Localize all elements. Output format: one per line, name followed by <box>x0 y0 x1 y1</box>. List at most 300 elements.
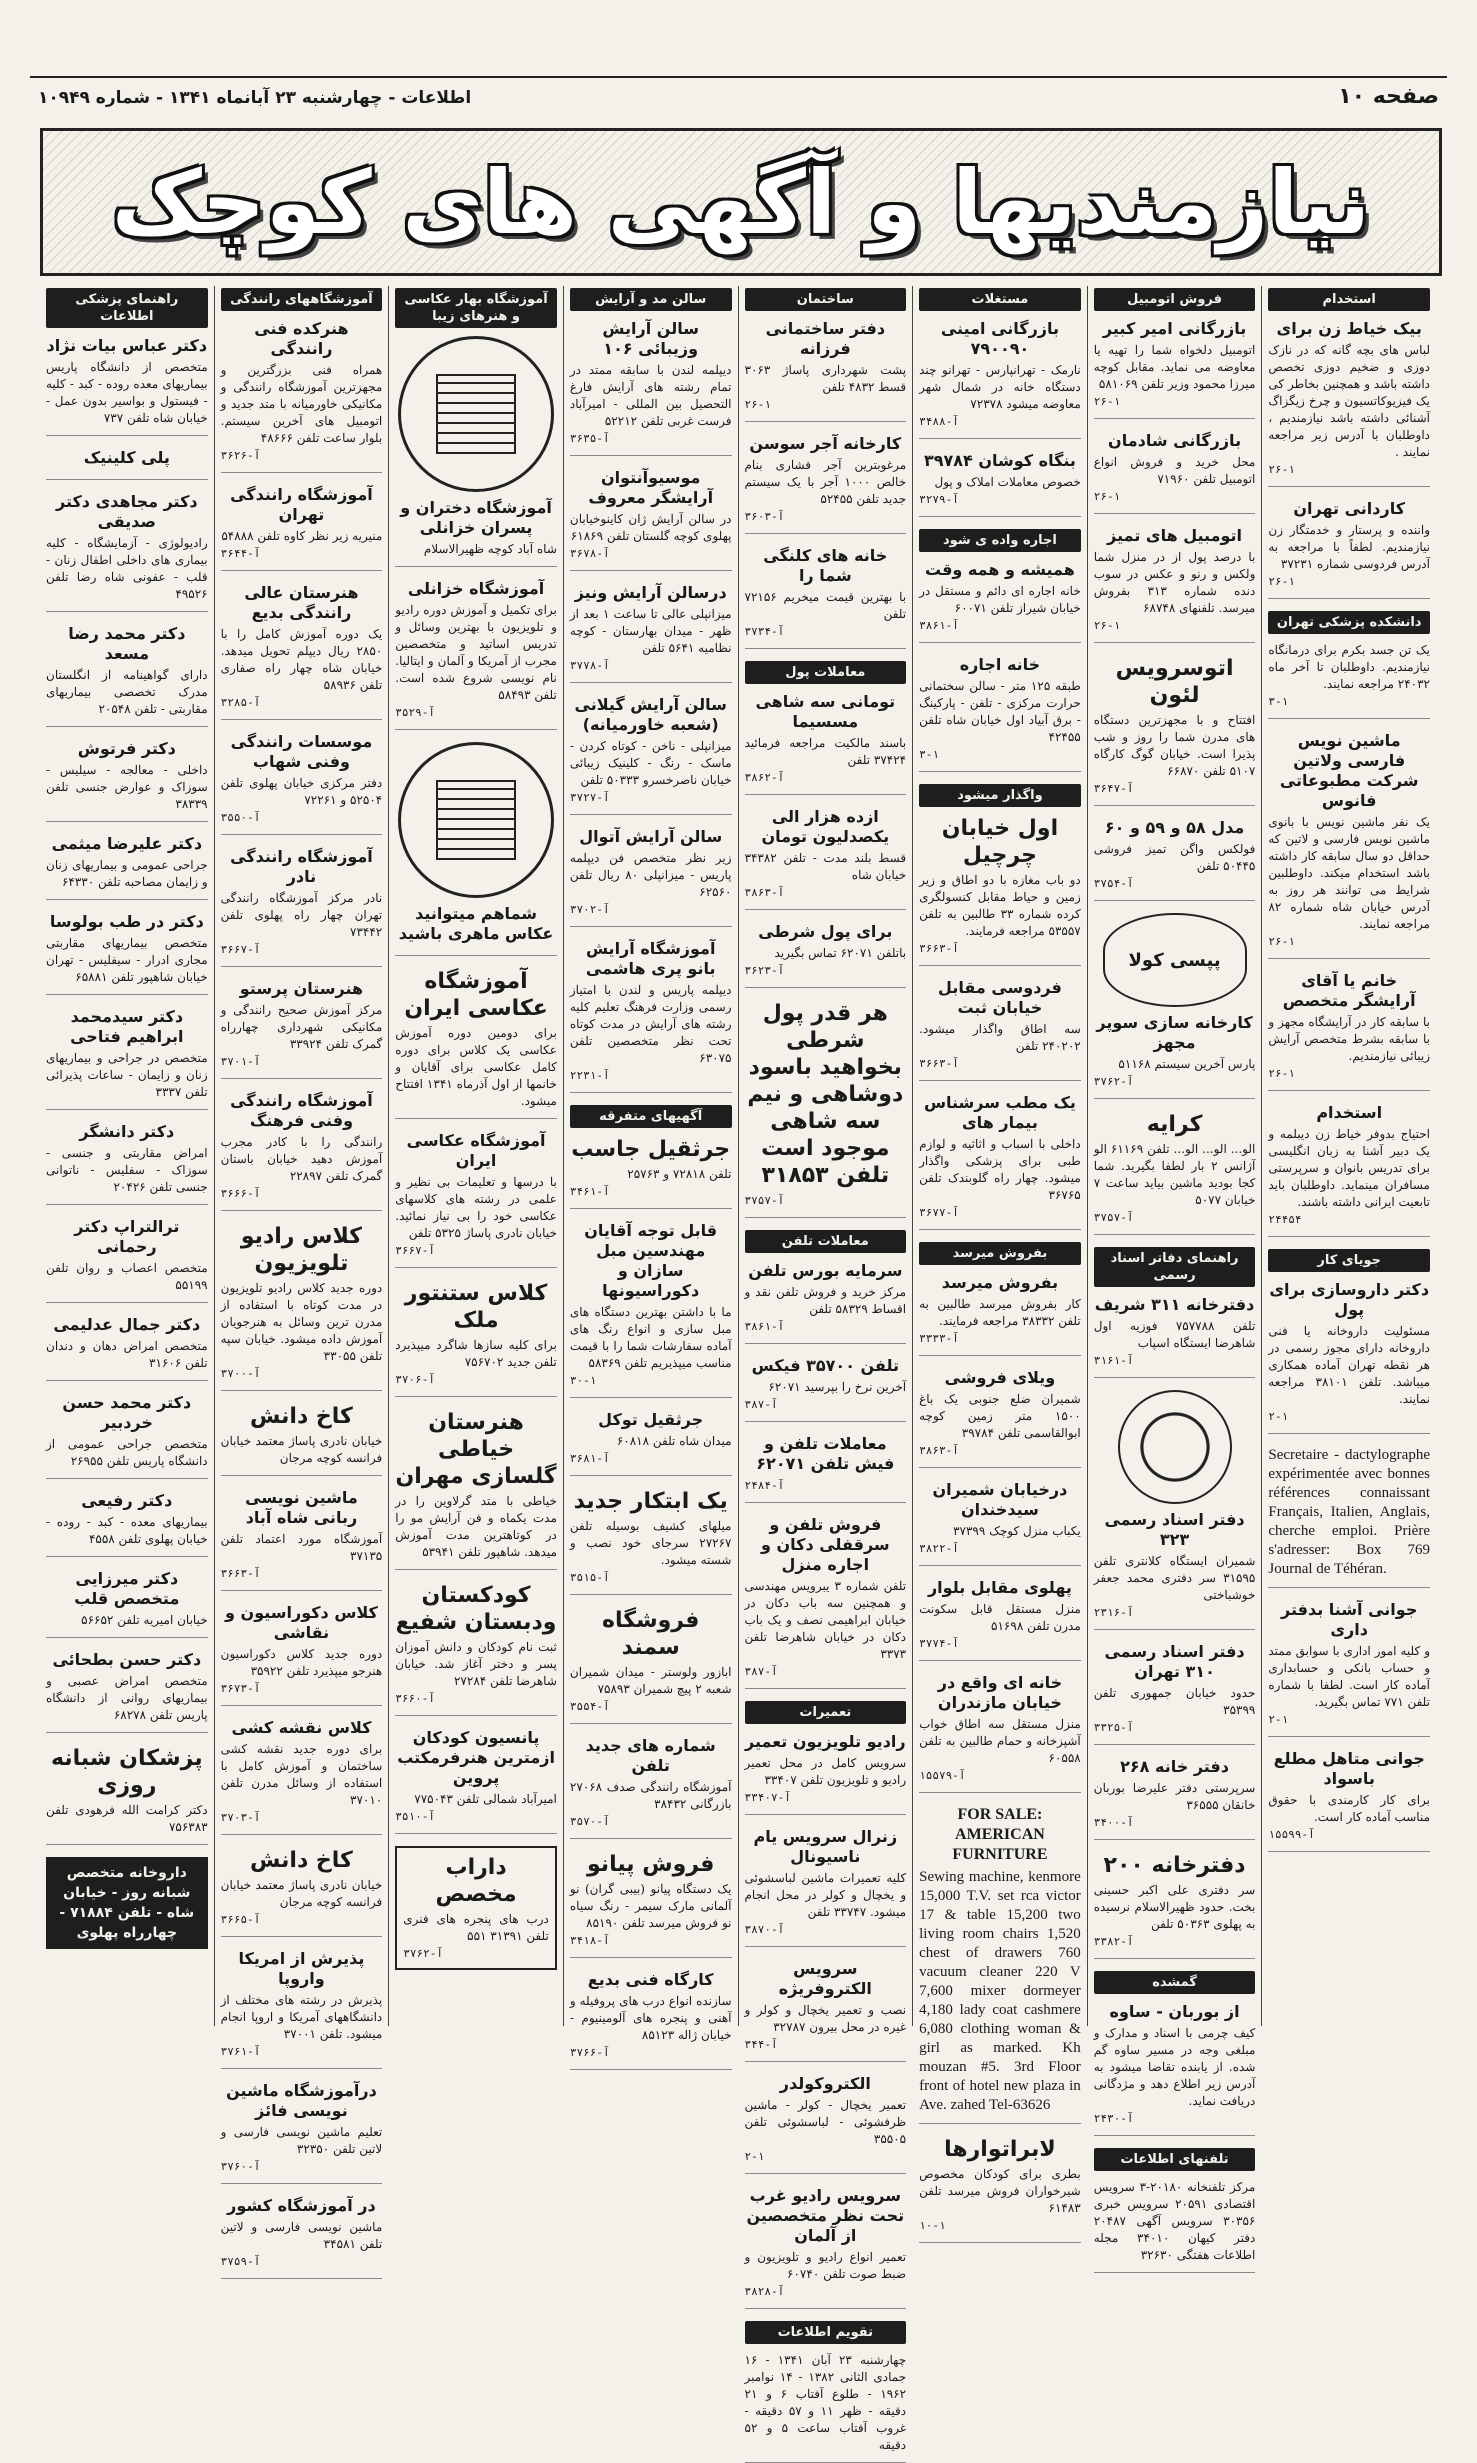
ad-title: جرثقیل توکل <box>598 1410 704 1429</box>
classified-ad <box>46 1393 208 1479</box>
ad-reference: ۳۸۷-آ <box>744 1398 778 1411</box>
ad-title: دکتر محمد حسن خردبیر <box>62 1393 192 1432</box>
ad-body: تلفن ۷۵۷۷۸۸ فوزیه اول شاهرضا ایستگاه اسپاب <box>1093 1319 1256 1350</box>
ad-title: درخیابان شمیران سیدخندان <box>932 1480 1068 1519</box>
ad-title: اول خیابان چرچیل <box>941 816 1059 868</box>
ad-reference: ۳۳۴۰۷-آ <box>744 1791 791 1804</box>
ad-body: سه اطاق واگذار میشود. ۲۴۰۲۰۲ تلفن <box>919 1022 1081 1053</box>
classified-ad <box>570 319 732 456</box>
ad-column <box>388 286 563 2026</box>
ad-reference: ۳۶۲۳-آ <box>744 964 785 977</box>
ad-reference: ۳۲۷۹-آ <box>919 493 959 506</box>
ad-reference: ۳۷۰۱-آ <box>220 1055 261 1068</box>
classified-ad <box>919 1805 1081 2124</box>
classified-ad <box>46 834 208 900</box>
ad-body: منزل مستقل سه اطاق خواب آشپزخانه و حمام طالبین به تلفن ۶۰۵۵۸ <box>919 1717 1081 1765</box>
section-heading: جویای کار <box>1268 1249 1430 1272</box>
ad-reference: ۳۸۶۱-آ <box>744 1320 785 1333</box>
classified-ad <box>221 732 383 835</box>
ad-reference: ۳۷۷۸-آ <box>569 659 610 672</box>
ad-body: منیریه زیر نظر کاوه تلفن ۵۴۸۸۸ <box>221 529 383 543</box>
ad-title: فردوسی مقابل خیابان ثبت <box>938 978 1062 1017</box>
classified-ad <box>1268 1446 1430 1588</box>
ad-reference: ۳۷۰۳-آ <box>220 1811 261 1824</box>
ad-title: دکتر دانشگر <box>79 1122 175 1141</box>
classified-ad <box>395 1131 557 1268</box>
ad-title: جوانی آشنا بدفتر داری <box>1281 1600 1418 1639</box>
ad-body: شاه آباد کوچه ظهیرالاسلام <box>423 542 557 556</box>
ad-body: و کلیه امور اداری با سوابق ممتد و حساب بانکی و حسابداری آماده کار است. لطفا با شماره تلفن ۷۷۱ تماس بگیرید. <box>1268 1644 1430 1709</box>
ad-title: ماشین نویسی ربانی شاه آباد <box>245 1488 358 1527</box>
ad-title: آموزشگاه عکاسی ایران <box>406 1131 546 1170</box>
ad-title: موسسات رانندگی وفنی شهاب <box>230 732 373 771</box>
ad-title: خانه های کلنگی شما را <box>763 546 888 585</box>
classified-ad <box>395 498 557 567</box>
classified-ad <box>1094 2002 1256 2136</box>
ad-body: افتتاح و با مجهزترین دستگاه های مدرن شما را روز و شب پذیرا است. خیابان گوگ کارگاه ۵۱۰۷ تلفن ۶۶۸۷۰ <box>1093 713 1256 778</box>
ad-title: الکتروکولدر <box>779 2074 871 2093</box>
ad-reference: ۳۱۶۱-آ <box>1093 1354 1134 1367</box>
classified-ad <box>1094 319 1256 419</box>
ad-reference: ۳۵۱۵-آ <box>569 1571 610 1584</box>
ad-reference: ۳۷۷۴-آ <box>919 1637 959 1650</box>
ad-body: مرکز تلفنخانه ۲۰۱۸۰-۳ سرویس اقتصادی ۲۰۵۹۱ سرویس خبری ۳۰۳۵۶ سرویس آگهی ۲۰۴۸۷ دفتر کیهان ۳۴۰۱۰ مجله اطلاعات هفتگی ۳۲۶۳۰ <box>1093 2180 1256 2262</box>
classified-ad <box>745 1732 907 1815</box>
ad-body: دوره جدید کلاس دکوراسیون هنرجو میپذیرد تلفن ۳۵۹۲۲ <box>220 1647 383 1678</box>
classified-ad <box>745 434 907 534</box>
classified-ad <box>919 2136 1081 2243</box>
ad-title: پلی کلینیک <box>83 448 170 467</box>
ad-title: آموزشگاه دختران و پسران خزانلی <box>400 498 552 537</box>
ad-body: کلیه تعمیرات ماشین لباسشوئی و یخچال و کولر در محل انجام میشود. ۳۳۷۴۷ تلفن <box>744 1871 907 1919</box>
ad-body: با درسها و تعلیمات بی نظیر و علمی در رشته های کلاسهای عکاسی خود را بی نیاز نمائید. خیابان نادری پاساژ ۵۳۲۵ تلفن <box>395 1175 557 1240</box>
ad-reference: ۳۶۶۳-آ <box>220 1567 261 1580</box>
ad-body: متخصص امراض دهان و دندان تلفن ۳۱۶۰۶ <box>46 1339 208 1370</box>
classified-ad <box>1268 1600 1430 1737</box>
classified-ad <box>395 968 557 1119</box>
classified-ad <box>570 1851 732 1958</box>
ad-body: سازنده انواع درب های پروفیله و آهنی و پنجره های آلومینیوم - خیابان ژاله ۸۵۱۲۳ <box>569 1994 732 2042</box>
ad-body: کیف چرمی با اسناد و مدارک و مبلغی وجه در مسیر ساوه گم شده. از یابنده تقاضا میشود به آدرس زیر اطلاع دهد و مژدگانی دریافت نماید. <box>1093 2026 1256 2108</box>
ad-body: امراض مقاربتی و جنسی - سوزاک - سفلیس - ناتوانی جنسی تلفن ۲۰۴۲۶ <box>46 1146 208 1194</box>
ad-body: متخصص امراض عصبی و بیماریهای روانی از دانشگاه پاریس تلفن ۶۸۲۷۸ <box>46 1674 208 1722</box>
newspaper-page <box>30 18 1447 2452</box>
ad-reference: ۳۷۶۲-آ <box>1093 1075 1134 1088</box>
classified-ad <box>1268 1749 1430 1852</box>
ad-title: جوانی متاهل مطلع باسواد <box>1273 1749 1425 1788</box>
ad-reference: ۱۵۵۹۹-آ <box>1268 1828 1315 1841</box>
ad-columns <box>40 286 1436 2452</box>
ad-title: کاخ دانش <box>250 1848 353 1873</box>
ad-body: Sewing machine, kenmore 15,000 T.V. set rca victor 17 & table 15,200 two living room chairs 1,520 chest of drawers 760 vacuum cleaner 220 V 7,600 mixer dormeyer 4,180 lady coat cashmere 6,080 clothing woman & girl as marked. Kh mouzan #5. 3rd Floor front of hotel new plaza in Ave. zahed Tel-63626 <box>919 1869 1081 2113</box>
ad-body: میزانپلی - ناخن - کوتاه کردن - ماسک - رنگ - کلینیک زیبائی خیابان ناصرخسرو ۵۰۳۳۳ تلفن <box>569 739 732 787</box>
classified-ad <box>1268 642 1430 719</box>
ad-body: سر دفتری علی اکبر حسینی بخت. حدود ظهیرالاسلام نرسیده به پهلوی ۵۰۳۶۳ تلفن <box>1093 1883 1256 1931</box>
ad-title: کاردانی تهران <box>1293 499 1406 518</box>
classified-ad <box>1094 1111 1256 1235</box>
ad-reference: ۲۴۳۰-آ <box>1093 2112 1134 2125</box>
ad-reference: ۳۶۶۷-آ <box>220 943 261 956</box>
ad-title: پهلوی مقابل بلوار <box>927 1578 1072 1597</box>
ad-body: دفتر مرکزی خیابان پهلوی تلفن ۵۲۵۰۴ و ۷۲۲۶۱ <box>220 776 383 807</box>
ad-body: داخلی با اسباب و اثاثیه و لوازم طبی برای پزشکی واگذار میشود. چهار راه گلوبندک تلفن ۳۶۷۶۵ <box>919 1137 1081 1202</box>
ad-body: خیابان نادری پاساژ معتمد خیابان فرانسه کوچه مرجان <box>220 1878 383 1909</box>
section-heading: تلفنهای اطلاعات <box>1094 2148 1256 2171</box>
pharmacy-notice: داروخانه متخصص شبانه روز - خیابان شاه - تلفن ۷۱۸۸۴ - چهارراه پهلوی <box>46 1857 208 1949</box>
section-heading: تعمیرات <box>745 1701 907 1724</box>
classified-ad <box>570 939 732 1093</box>
ad-title: دکتر در طب بولوسا <box>49 912 204 931</box>
ad-title: هنرستان خیاطی گلسازی مهران <box>395 1410 557 1489</box>
ad-title: ازده هزار الی یکصدلیون تومان <box>761 807 890 846</box>
ad-reference: ۳۶۶۳-آ <box>919 942 959 955</box>
classified-ad <box>221 979 383 1079</box>
classified-ad <box>221 2081 383 2184</box>
ad-column <box>1087 286 1262 2262</box>
ad-title: کلاس ستنتور ملک <box>404 1281 548 1333</box>
ad-body: رادیولوژی - آزمایشگاه - کلیه بیماری های داخلی اطفال زنان - قلب - عفونی شاه رضا تلفن ۴۹۵۲۶ <box>46 536 208 601</box>
issue-info: اطلاعات - چهارشنبه ۲۳ آبانماه ۱۳۴۱ - شماره ۱۰۹۴۹ <box>38 88 472 108</box>
ad-title: بنگاه کوشان ۳۹۷۸۴ <box>923 451 1076 470</box>
section-heading: تقویم اطلاعات <box>745 2321 907 2344</box>
ad-reference: ۲۶-۱ <box>1093 395 1121 408</box>
classified-ad <box>46 1491 208 1557</box>
ad-reference: ۲۲۳۱-آ <box>569 1069 610 1082</box>
ad-title: کارخانه سازی سوپر مجهز <box>1096 1013 1253 1052</box>
classified-ad <box>46 492 208 612</box>
ad-body: شمیران ایستگاه کلانتری تلفن ۳۱۵۹۵ سر دفتری محمد جعفر خوشباختی <box>1093 1554 1256 1602</box>
ad-title: اتوسرویس لئون <box>1115 656 1234 708</box>
classified-ad <box>919 1673 1081 1793</box>
classified-ad <box>570 1970 732 2070</box>
ad-body: بیماریهای معده - کبد - روده - خیابان پهلوی تلفن ۴۵۵۸ <box>46 1515 208 1546</box>
ad-title: هنرستان عالی رانندگی بدیع <box>244 583 359 622</box>
classified-ad <box>570 1736 732 1839</box>
ad-title: سالن آرایش گیلانی (شعبه خاورمیانه) <box>574 695 727 734</box>
ad-body: آخرین نرخ را بپرسید ۶۲۰۷۱ <box>768 1380 907 1394</box>
ad-title: معاملات تلفن و فیش تلفن ۶۲۰۷۱ <box>756 1434 895 1473</box>
ad-body: باسند مالکیت مراجعه فرمائید ۳۷۴۲۴ تلفن <box>744 736 907 767</box>
ad-body: تعمیر انواع رادیو و تلویزیون و ضبط صوت تلفن ۶۰۷۴۰ <box>744 2250 907 2281</box>
ad-reference: ۳۷۶۲-آ <box>403 1947 443 1960</box>
ad-title: سالن آرایش آتوال <box>579 827 723 846</box>
classified-ad <box>221 2196 383 2279</box>
ad-body: احتیاج بدوفر خیاط زن دیبلمه و یک دبیر آشنا به زبان انگلیسی برای تدریس بانوان و سرپرستی مسافران مینماید. داوطلبان باید تابعیت ایرانی داشته باشند. <box>1268 1127 1430 1209</box>
ad-body: همراه فنی بزرگترین و مجهزترین آموزشگاه رانندگی و مکانیکی خاورمیانه با متد جدید و اتومبیل های آخرین سیستم. بلوار ساعت تلفن ۴۸۶۶۶ <box>220 363 383 445</box>
classified-ad <box>919 655 1081 772</box>
classified-ad <box>570 468 732 571</box>
ad-title: کارگاه فنی بدیع <box>587 1970 714 1989</box>
ad-column <box>1261 286 1436 2026</box>
ad-body: ما با داشتن بهترین دستگاه های مبل سازی و انواع رنگ های آماده سفارشات شما را با قیمت مناسب میپذیریم تلفن ۵۸۳۶۹ <box>569 1305 732 1370</box>
ad-title: هنرکده فنی رانندگی <box>254 319 349 358</box>
ad-reference: ۳۴۶۱-آ <box>569 1185 610 1198</box>
classified-ad <box>919 1368 1081 1468</box>
ad-body: زیر نظر متخصص فن دیپلمه پاریس - میزانپلی ۸۰ ریال تلفن ۶۲۵۶۰ <box>569 851 732 899</box>
ad-title: دکتر علیرضا میثمی <box>51 834 203 853</box>
ad-title: پزشکان شبانه روزی <box>51 1746 203 1798</box>
ad-title: دفترخانه ۲۰۰ <box>1103 1853 1246 1878</box>
logo-pattern <box>436 374 516 454</box>
ad-reference: ۳۶۷۸-آ <box>569 547 610 560</box>
classified-ad <box>1094 1013 1256 1099</box>
ad-body: بطری برای کودکان مخصوص شیرخواران فروش میرسد تلفن ۶۱۴۸۳ <box>919 2167 1081 2215</box>
classified-ad <box>919 1093 1081 1230</box>
ad-reference: ۲-۱ <box>1268 1410 1289 1423</box>
section-heading: آموزشگاههای رانندگی <box>221 288 383 311</box>
ad-reference: ۳۴۸۸-آ <box>919 415 959 428</box>
ad-title: اتومبیل های تمیز <box>1107 526 1243 545</box>
classified-ad <box>745 319 907 422</box>
logo-pattern <box>436 780 516 860</box>
ad-reference: ۳۷۶۱-آ <box>220 2045 261 2058</box>
ad-body: حدود خیابان جمهوری تلفن ۳۵۳۹۹ <box>1093 1686 1256 1717</box>
section-heading: سالن مد و آرایش <box>570 288 732 311</box>
ad-title: بازرگانی امینی ۷۹۰۰۹۰ <box>940 319 1060 358</box>
ad-title: دکتر مجاهدی دکتر صدیقی <box>56 492 198 531</box>
ad-title: کارخانه آجر سوسن <box>749 434 902 453</box>
ad-body: آموزشگاه مورد اعتماد تلفن ۳۷۱۳۵ <box>220 1532 383 1563</box>
classified-ad <box>745 1959 907 2062</box>
ad-body: متخصص در جراحی و بیماریهای زنان و زایمان - ساعات پذیرائی تلفن ۳۳۳۷ <box>46 1051 208 1099</box>
classified-ad <box>221 1847 383 1937</box>
ad-title: دکتر جمال عدلیمی <box>53 1315 201 1334</box>
ad-body: با درصد پول از در منزل شما ولکس و رنو و عکس در سوب دنده شماره ۳۱۳ بفروش میرسد. تلفنهای ۶۸۷۴۸ <box>1093 550 1256 615</box>
ad-body: خیابان نادری پاساژ معتمد خیابان فرانسه کوچه مرجان <box>220 1434 383 1465</box>
classified-ad <box>46 1569 208 1638</box>
ad-title: همیشه و همه وقت <box>925 560 1075 579</box>
ad-body: متخصص از دانشگاه پاریس بیماریهای معده روده - کبد - کلیه - فیستول و بواسیر بدون عمل - خیابان شاه تلفن ۷۳۷ <box>46 360 208 425</box>
classified-ad <box>570 1410 732 1476</box>
ad-reference: ۳۶۶۳-آ <box>919 1057 959 1070</box>
ad-reference: ۳۶۶۵-آ <box>220 1913 261 1926</box>
ad-body: تلفن شماره ۳ یبرویس مهندسی و همچنین سه باب دکان در خیابان ابراهیمی نصف و یک باب دکان در خیابان شاهرضا تلفن ۳۳۷۳ <box>744 1579 907 1661</box>
ad-title: شماهم میتوانید عکاس ماهری باشید <box>398 904 554 943</box>
ad-body: دارای گواهینامه از انگلستان مدرک تخصصی بیماریهای مقاربتی - تلفن ۲۰۵۴۸ <box>46 668 208 716</box>
ad-reference: ۳۶۴۷-آ <box>1093 782 1134 795</box>
classified-ad <box>221 1223 383 1391</box>
classified-ad <box>745 922 907 988</box>
ad-title: آموزشگاه رانندگی وفنی فرهنگ <box>230 1091 373 1130</box>
classified-ad <box>745 2074 907 2174</box>
english-ad-block <box>919 1805 1081 2124</box>
ad-reference: ۳۵۵۴-آ <box>569 1700 610 1713</box>
classified-ad <box>919 815 1081 966</box>
section-heading: استخدام <box>1268 288 1430 311</box>
ad-title: دکتر محمد رضا مسعد <box>68 624 186 663</box>
ad-reference: ۳۷۰۲-آ <box>569 903 610 916</box>
classified-ad <box>46 1007 208 1110</box>
classified-ad <box>46 624 208 727</box>
emblem-text: پپسی کولا <box>1128 949 1221 971</box>
classified-ad <box>570 1221 732 1398</box>
ad-body: برای دومین دوره آموزش عکاسی یک کلاس برای دوره کامل عکاسی برای آقایان و خانمها از اول آذرماه ۱۳۴۱ افتتاح میشود. <box>395 1026 557 1108</box>
ad-title: آموزشگاه خزانلی <box>407 579 545 598</box>
ad-body: چهارشنبه ۲۳ آبان ۱۳۴۱ - ۱۶ جمادی الثانی ۱۳۸۲ - ۱۴ نوامبر ۱۹۶۲ - طلوع آفتاب ۶ و ۲۱ دقیقه - ظهر ۱۱ و ۵۷ دقیقه - غروب آفتاب ساعت ۵ و ۵۲ دقیقه <box>744 2353 907 2452</box>
classified-ad <box>745 1434 907 1503</box>
classified-ad <box>919 319 1081 439</box>
ad-title: دکتر سیدمحمد ابراهیم فتاحی <box>70 1007 184 1046</box>
ad-title: هنرستان پرستو <box>239 979 364 998</box>
classified-ad <box>395 1728 557 1834</box>
ad-body: برای تکمیل و آموزش دوره رادیو و تلویزیون با بهترین وسائل و تدریس اساتید و متخصصین مجرب از آمریکا و آلمان و ایتالیا. نام نویسی شروع شده است. تلفن ۵۸۴۹۳ <box>395 603 557 702</box>
ad-body: یک نفر ماشین نویس با بانوی ماشین نویس فارسی و لاتین که حداقل دو سال سابقه کار داشته باشد استخدام میکند. داوطلبین شرایط می توانند هر روز به آدرس خیابان شاه شماره ۸۲ مراجعه نمایند. <box>1268 815 1430 931</box>
classified-ad <box>1094 526 1256 643</box>
ad-reference: ۳۷۰۶-آ <box>395 1373 435 1386</box>
ad-reference: ۳۵۱۰-آ <box>395 1810 435 1823</box>
section-heading: واگذار میشود <box>919 784 1081 807</box>
section-heading: دانشکده پزشکی تهران <box>1268 611 1430 634</box>
ad-column <box>40 286 214 2026</box>
section-heading: فروش اتومبیل <box>1094 288 1256 311</box>
ad-reference: ۳۲۸۵-آ <box>220 696 261 709</box>
ad-title: آموزشگاه رانندگی تهران <box>230 485 373 524</box>
ad-body: جراحی عمومی و بیماریهای زنان و زایمان مصاحبه تلفن ۶۴۳۳۰ <box>46 858 208 889</box>
ad-reference: ۳۸۷-آ <box>744 1665 778 1678</box>
ad-title: دکتر رفیعی <box>81 1491 173 1510</box>
ad-reference: ۳۸۶۳-آ <box>919 1444 959 1457</box>
ad-title: کودکستان ودبستان شفیع <box>395 1583 557 1635</box>
ad-body: تلفن ۷۲۸۱۸ و ۲۵۷۶۳ <box>627 1167 732 1181</box>
classified-ad <box>46 336 208 436</box>
ad-body: محل خرید و فروش انواع اتومبیل تلفن ۷۱۹۶۰ <box>1093 455 1256 486</box>
ad-body: پشت شهرداری پاساژ ۳۰۶۳ قسط ۴۸۳۲ تلفن <box>744 363 907 394</box>
ad-reference: ۳۸۶۱-آ <box>919 619 959 632</box>
classified-ad <box>919 978 1081 1081</box>
ad-title: سرویس رادیو غرب تحت نظر متخصصین از آلمان <box>746 2186 905 2245</box>
ad-body: ابازور ولوستر - میدان شمیران شعبه ۲ پیچ شمیران ۷۵۸۹۳ <box>569 1665 732 1696</box>
classified-ad <box>221 1403 383 1476</box>
ad-title: درسالن آرایش ونیز <box>574 583 727 602</box>
ad-reference: ۳۴۰۰-آ <box>1093 1816 1134 1829</box>
ad-title: زنرال سرویس یام ناسیونال <box>753 1827 898 1866</box>
ad-body: متخصص جراحی عمومی از دانشگاه پاریس تلفن ۲۶۹۵۵ <box>46 1437 208 1468</box>
ad-reference: ۲۶-۱ <box>744 398 771 411</box>
classified-ad <box>46 1217 208 1303</box>
ad-title: خانه اجاره <box>959 655 1041 674</box>
classified-ad <box>570 583 732 683</box>
ad-body: آموزشگاه رانندگی صدف ۲۷۰۶۸ بازرگانی ۳۸۴۳۲ <box>569 1780 732 1811</box>
ad-body: الو... الو... الو... تلفن ۶۱۱۶۹ الو آژانس ۲ بار لطفا بگیرید. شما کجا بودید ماشین بیاید ساعت ۷ خیابان ۵۰۷۷ <box>1093 1142 1256 1207</box>
ad-body: سرویس کامل در محل تعمیر رادیو و تلویزیون تلفن ۳۳۴۰۷ <box>744 1756 907 1787</box>
ad-reference: ۳۷۶۰-آ <box>220 2160 261 2173</box>
ad-body: لباس های بچه گانه که در نازک دوزی و ضخیم دوزی تخصص داشته باشد و همچنین بخاطر کی یک فیزیوکاتسیون و چرخ زیگزاگ آشنائی داشته باشد نیازمندیم ، داوطلبان با آدرس زیر مراجعه نمایند . <box>1268 343 1430 459</box>
ad-title: بیک خیاط زن برای <box>1276 319 1422 338</box>
classified-ad <box>745 1356 907 1422</box>
ad-reference: ۳۷۰۰-آ <box>220 1367 261 1380</box>
ad-body: دو باب مغازه با دو اطاق و زیر زمین و حیاط مقابل کنسولگری کرده شماره ۳۳ طالبین به تلفن ۵۳۵۵۷ مراجعه فرمایند. <box>919 873 1081 938</box>
ad-reference: ۳۳۸۲-آ <box>1093 1935 1134 1948</box>
classified-ad <box>46 1745 208 1845</box>
section-heading: گمشده <box>1094 1971 1256 1994</box>
ad-body: اتومبیل دلخواه شما را تهیه یا معاوضه می نماید. مقابل کوچه میرزا محمود وزیر تلفن ۵۸۱۰۶۹ <box>1093 343 1256 391</box>
ad-body: Secretaire - dactylographe expérimentée avec bonnes références connaissant Français, Italien, Anglais, cherche emploi. Prière s'adresser: Box 769 Journal de Téhéran. <box>1268 1447 1430 1577</box>
classified-ad <box>46 912 208 995</box>
ad-title: پانسیون کودکان ازمترین هنرفرمکتب پروین <box>397 1728 555 1787</box>
section-heading: آموزشگاه بهار عکاسی و هنرهای زیبا <box>395 288 557 328</box>
classified-ad <box>919 1480 1081 1566</box>
ad-reference: ۳۶۷۳-آ <box>220 1682 261 1695</box>
classified-ad <box>1094 655 1256 806</box>
ad-body: خیاطی با متد گرلاوین را در مدت یکماه و فن آرایش مو را در کوتاهترین مدت آموزش میدهد. شاهپور تلفن ۵۳۹۴۱ <box>395 1494 557 1559</box>
ad-body: فولکس واگن تمیز فروشی ۵۰۴۴۵ تلفن <box>1093 842 1256 873</box>
ad-title: سرمایه بورس تلفن <box>748 1261 903 1280</box>
ad-reference: ۳۶۰۳-آ <box>744 510 785 523</box>
ad-title: خانه ای واقع در خیابان مازندران <box>937 1673 1063 1712</box>
ad-body: نارمک - تهرانپارس - تهرانو چند دستگاه خانه در شمال شهر معاوضه میشود ۷۲۳۷۸ <box>919 363 1081 411</box>
ad-title: یک مطب سرشناس بیمار های <box>923 1093 1076 1132</box>
ad-body: رانندگی را با کادر مجرب آموزش دهید خیابان باستان گمرک تلفن ۲۲۸۹۷ <box>220 1135 383 1183</box>
ad-body: دوره جدید کلاس رادیو تلویزیون در مدت کوتاه با استفاده از مدرن ترین وسائل به هنرجویان آموزش داده میشود. خیابان سپه تلفن ۳۳۰۵۵ <box>220 1281 383 1363</box>
ad-title: دفتر ساختمانی فرزانه <box>765 319 886 358</box>
ad-reference: ۳۴۴-آ <box>744 2038 778 2051</box>
ad-reference: ۲-۱ <box>1268 1713 1289 1726</box>
classified-ad <box>395 1280 557 1397</box>
ad-reference: ۳۷۶۶-آ <box>569 2046 610 2059</box>
classifieds-banner <box>40 128 1442 276</box>
ad-body: میلهای کشیف بوسیله تلفن ۲۷۲۶۷ سرجای خود نصب و شسته میشود. <box>569 1519 732 1567</box>
ad-body: مسئولیت داروخانه یا فنی داروخانه دارای مجوز رسمی در هر نقطه تهران آماده همکاری میباشد. تلفن ۳۸۱۰۱ مراجعه نمایند. <box>1268 1324 1430 1406</box>
ad-body: مرکز آموزش صحیح رانندگی و مکانیکی شهرداری چهارراه گمرک تلفن ۳۳۹۲۴ <box>220 1003 383 1051</box>
ad-title: فروش پیانو <box>587 1852 715 1877</box>
ad-reference: ۲۶-۱ <box>1268 1067 1295 1080</box>
ad-reference: ۳۶۷۷-آ <box>919 1206 959 1219</box>
classified-ad <box>1094 1642 1256 1745</box>
ad-body: سرپرستی دفتر علیرضا بوربان خانقان ۳۶۵۵۵ <box>1093 1781 1256 1812</box>
ad-body: متخصص بیماریهای مقاربتی مجاری ادرار - سیفلیس - تهران خیابان شاهپور تلفن ۶۵۸۸۱ <box>46 936 208 984</box>
ad-reference: ۲۶-۱ <box>1093 490 1121 503</box>
ad-title: فروشگاه سمند <box>601 1608 700 1660</box>
classified-ad <box>745 2352 907 2463</box>
ad-title: کاخ دانش <box>250 1404 353 1429</box>
ad-body: متخصص اعصاب و روان تلفن ۵۵۱۹۹ <box>46 1261 208 1292</box>
ad-body: یک دوره آموزش کامل را با ۲۸۵۰ ریال دیپلم تحویل میدهد. خیابان شاه چهار راه صفاری تلفن ۵۸۹۳۶ <box>220 627 383 692</box>
classified-ad <box>1094 431 1256 514</box>
ad-body: مرغوبترین آجر فشاری بنام خالص ۱۰۰۰ آجر با یک سیستم جدید تلفن ۵۲۴۵۵ <box>744 458 907 506</box>
ad-reference: ۳۶۶۶-آ <box>220 1187 261 1200</box>
classified-ad <box>745 1827 907 1947</box>
classified-ad <box>1268 499 1430 599</box>
ad-title: برای پول شرطی <box>758 922 893 941</box>
classified-ad <box>46 448 208 480</box>
ad-title: کلاس نقشه کشی <box>231 1718 372 1737</box>
ad-title: ترالتراپ دکتر رحمانی <box>74 1217 180 1256</box>
ad-reference: ۳۶۳۵-آ <box>569 432 610 445</box>
ad-title: یک ابتکار جدید <box>573 1489 728 1514</box>
section-heading: راهنمای پزشکی اطلاعات <box>46 288 208 328</box>
ad-body: یک دستگاه پیانو (بیبی گران) نو آلمانی مارک سیمر - رنگ سیاه نو فروش میرسد تلفن ۸۵۱۹۰ <box>569 1882 732 1930</box>
classified-ad <box>395 1409 557 1570</box>
ad-body: نصب و تعمیر یخچال و کولر و غیره در محل بیرون ۳۲۷۸۷ <box>744 2003 907 2034</box>
classified-ad <box>221 1603 383 1706</box>
ad-title: مدل ۵۸ و ۵۹ و ۶۰ <box>1104 818 1245 837</box>
ad-reference: ۳-۱ <box>919 748 939 761</box>
ad-reference: ۳۶۲۶-آ <box>220 449 261 462</box>
ad-body: یک تن جسد بکرم برای درمانگاه نیازمندیم. داوطلبان تا آخر ماه ۲۴۰۳۲ مراجعه نمایند. <box>1268 643 1430 691</box>
ad-title: ویلای فروشی <box>944 1368 1056 1387</box>
ad-title: دفترخانه ۳۱۱ شریف <box>1094 1295 1255 1314</box>
ad-body: باتلفن ۶۲۰۷۱ تماس بگیرید <box>774 946 907 960</box>
ad-reference: ۳۷۵۴-آ <box>1093 877 1134 890</box>
ad-reference: ۳۷۲۷-آ <box>569 791 610 804</box>
ad-title: دفتر خانه ۲۶۸ <box>1120 1757 1229 1776</box>
ad-title: هر قدر پول شرطی بخواهید باسود دوشاهی و نیم سه شاهی موجود است تلفن ۳۱۸۵۳ <box>747 1001 904 1188</box>
ad-reference: ۳۳۳۳-آ <box>919 1332 959 1345</box>
classified-ad <box>221 1091 383 1211</box>
classified-ad <box>395 904 557 956</box>
ad-reference: ۲۶-۱ <box>1093 619 1121 632</box>
ad-reference: ۳۷۵۹-آ <box>220 2255 261 2268</box>
